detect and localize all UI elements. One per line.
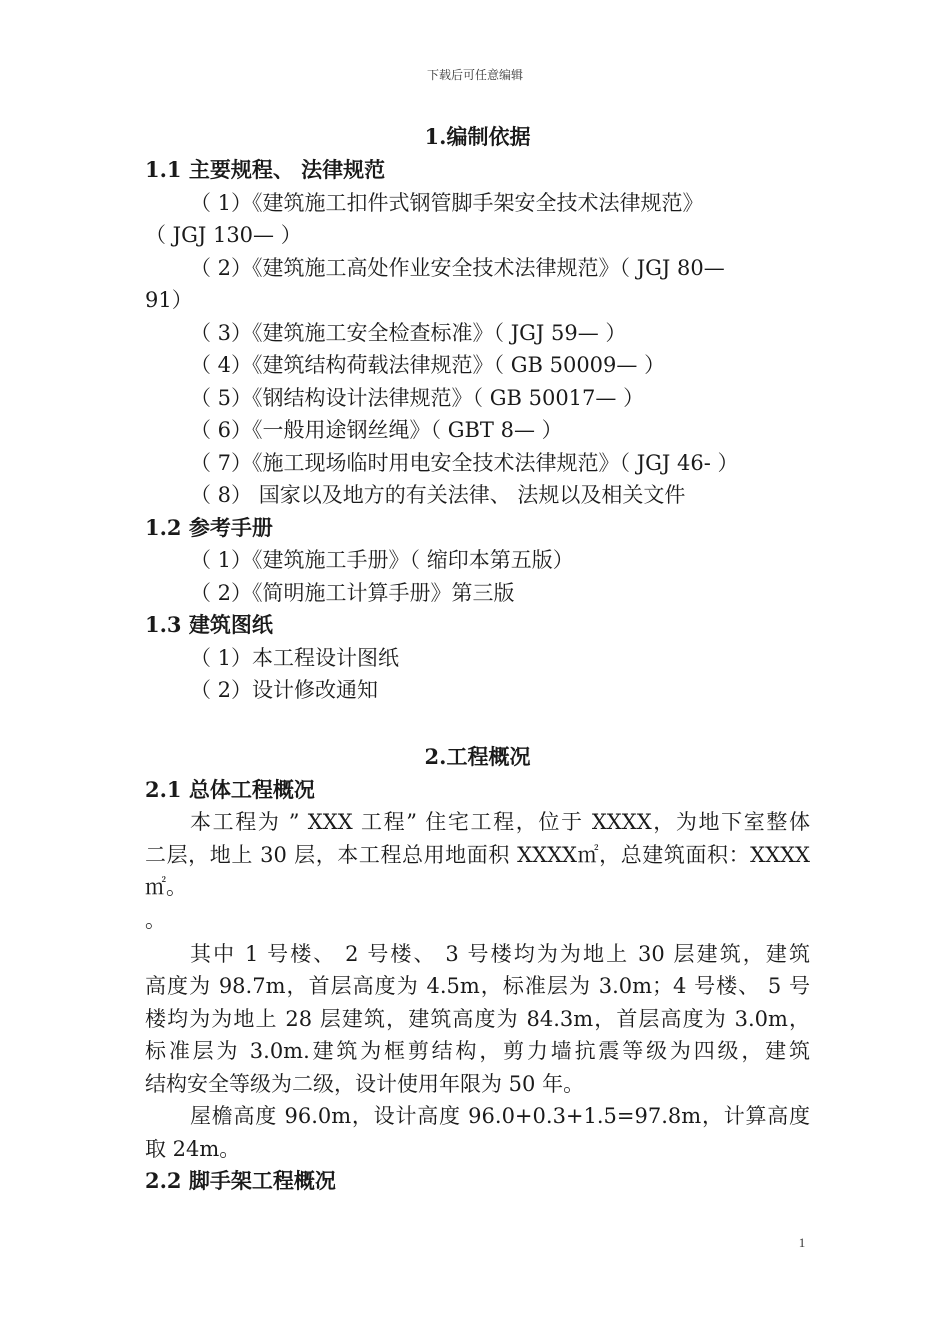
list-item: （ 2）《简明施工计算手册》第三版: [190, 581, 515, 605]
list-item: （ 5）《钢结构设计法律规范》（ GB 50017— ）: [190, 386, 645, 410]
paragraph-line: 取 24m。: [145, 1137, 241, 1161]
section-1-title: 1.编制依据: [424, 124, 531, 149]
section-1-1-title: 1.1 主要规程、 法律规范: [145, 157, 386, 182]
list-item: （ JGJ 130— ）: [145, 223, 302, 247]
section-2-2-title: 2.2 脚手架工程概况: [145, 1168, 336, 1193]
list-item: （ 7）《施工现场临时用电安全技术法律规范》（ JGJ 46- ）: [190, 451, 739, 475]
page-number: 1: [798, 1235, 806, 1250]
paragraph-line: 本工程为 ” XXX 工程” 住宅工程，位于 XXXX，为地下室整体: [190, 810, 810, 834]
list-item: （ 2）设计修改通知: [190, 678, 379, 702]
list-item: （ 2）《建筑施工高处作业安全技术法律规范》（ JGJ 80—: [190, 256, 725, 280]
page-header: 下载后可任意编辑: [426, 68, 523, 82]
paragraph-line: 高度为 98.7m，首层高度为 4.5m，标准层为 3.0m；4 号楼、 5 号: [145, 974, 810, 998]
list-item: （ 1）《建筑施工扣件式钢管脚手架安全技术法律规范》: [190, 191, 704, 215]
paragraph-line: 屋檐高度 96.0m，设计高度 96.0+0.3+1.5=97.8m，计算高度: [190, 1104, 810, 1128]
section-2-1-title: 2.1 总体工程概况: [145, 777, 315, 802]
list-item: （ 1）《建筑施工手册》（ 缩印本第五版）: [190, 548, 574, 572]
paragraph-line: 二层，地上 30 层，本工程总用地面积 XXXX㎡，总建筑面积：XXXX: [145, 843, 810, 867]
list-item: （ 6）《一般用途钢丝绳》（ GBT 8— ）: [190, 418, 563, 442]
paragraph-line: 其中 1 号楼、 2 号楼、 3 号楼均为为地上 30 层建筑，建筑: [190, 942, 810, 966]
list-item: （ 8） 国家以及地方的有关法律、 法规以及相关文件: [190, 483, 686, 507]
section-1-2-title: 1.2 参考手册: [145, 515, 273, 540]
list-item: （ 4）《建筑结构荷载法律规范》（ GB 50009— ）: [190, 353, 666, 377]
paragraph-line: 标准层为 3.0m.建筑为框剪结构，剪力墙抗震等级为四级，建筑: [145, 1039, 810, 1063]
paragraph-line: 。: [145, 908, 166, 932]
section-2-title: 2.工程概况: [424, 744, 531, 769]
list-item: 91）: [145, 288, 193, 312]
paragraph-line: 楼均为为地上 28 层建筑，建筑高度为 84.3m，首层高度为 3.0m，: [145, 1007, 810, 1031]
paragraph-line: ㎡。: [145, 875, 187, 899]
section-1-3-title: 1.3 建筑图纸: [145, 612, 273, 637]
list-item: （ 3）《建筑施工安全检查标准》（ JGJ 59— ）: [190, 321, 627, 345]
list-item: （ 1）本工程设计图纸: [190, 646, 400, 670]
paragraph-line: 结构安全等级为二级，设计使用年限为 50 年。: [145, 1072, 585, 1096]
